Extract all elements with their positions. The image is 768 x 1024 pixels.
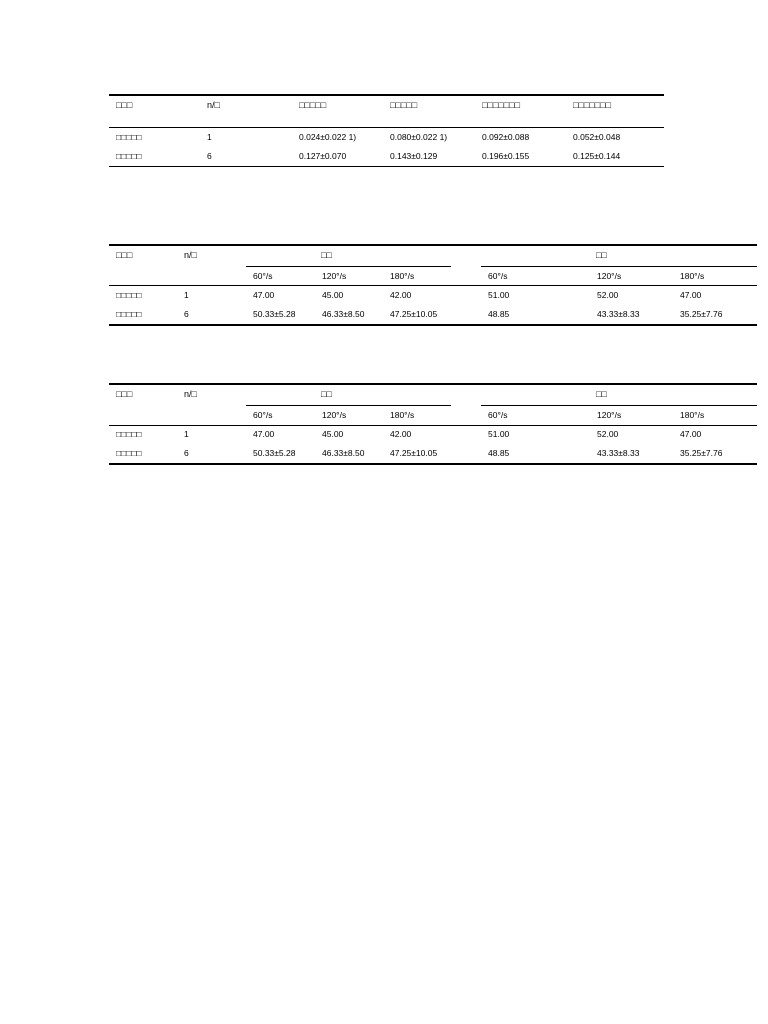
- table-2-header-left-span: □□: [321, 250, 332, 260]
- table-3-subheader-5: 120°/s: [597, 410, 622, 420]
- table-2-header-rule: [109, 285, 757, 286]
- table-1-row-1-col4: 0.080±0.022 1): [390, 132, 448, 142]
- table-3-row-2-c2: 46.33±8.50: [322, 448, 365, 458]
- table-2-row-1-c4: 51.00: [488, 290, 510, 300]
- table-3-row-1-c6: 47.00: [680, 429, 702, 439]
- table-2-subheader-2: 120°/s: [322, 271, 347, 281]
- table-2-row-2-n: 6: [184, 309, 189, 319]
- table-3-row-1-n: 1: [184, 429, 189, 439]
- table-3-header-right-span: □□: [596, 389, 607, 399]
- table-3-span-rule-right: [481, 405, 757, 406]
- table-2-header-n: n/□: [184, 250, 197, 260]
- table-2-row-2-c4: 48.85: [488, 309, 510, 319]
- table-3-row-1-c5: 52.00: [597, 429, 619, 439]
- table-3-header-rule: [109, 425, 757, 426]
- table-1-row-2-col5: 0.196±0.155: [482, 151, 530, 161]
- table-3-top-rule: [109, 383, 757, 385]
- table-1-row-2-col6: 0.125±0.144: [573, 151, 621, 161]
- table-3-bottom-rule: [109, 463, 757, 465]
- table-2-span-rule-left: [246, 266, 451, 267]
- table-2-header-group: □□□: [116, 250, 133, 260]
- table-3-header-left-span: □□: [321, 389, 332, 399]
- table-2-row-2-c5: 43.33±8.33: [597, 309, 640, 319]
- table-3-row-1-c3: 42.00: [390, 429, 412, 439]
- table-2-subheader-6: 180°/s: [680, 271, 705, 281]
- table-3-row-1-c1: 47.00: [253, 429, 275, 439]
- table-2-row-2-c1: 50.33±5.28: [253, 309, 296, 319]
- table-2-row-1-c5: 52.00: [597, 290, 619, 300]
- table-2-span-rule-right: [481, 266, 757, 267]
- table-2-top-rule: [109, 244, 757, 246]
- table-3-row-2-c6: 35.25±7.76: [680, 448, 723, 458]
- table-1-header-col5: □□□□□□□: [482, 100, 521, 110]
- table-3-subheader-4: 60°/s: [488, 410, 508, 420]
- table-2-row-1-c3: 42.00: [390, 290, 412, 300]
- table-2-subheader-5: 120°/s: [597, 271, 622, 281]
- table-3-header-group: □□□: [116, 389, 133, 399]
- table-1-header-n: n/□: [207, 100, 220, 110]
- table-3-span-rule-left: [246, 405, 451, 406]
- table-1-header-col6: □□□□□□□: [573, 100, 612, 110]
- table-2-row-2-c3: 47.25±10.05: [390, 309, 438, 319]
- table-3-header-n: n/□: [184, 389, 197, 399]
- table-2-row-1-c1: 47.00: [253, 290, 275, 300]
- table-2-row-1-n: 1: [184, 290, 189, 300]
- table-3-row-2-c1: 50.33±5.28: [253, 448, 296, 458]
- table-3-row-2-c4: 48.85: [488, 448, 510, 458]
- table-3-row-2-c5: 43.33±8.33: [597, 448, 640, 458]
- table-1-header-group: □□□: [116, 100, 133, 110]
- table-2-bottom-rule: [109, 324, 757, 326]
- table-3-row-2-group: □□□□□: [116, 448, 142, 458]
- table-3-subheader-3: 180°/s: [390, 410, 415, 420]
- table-3-row-1-c4: 51.00: [488, 429, 510, 439]
- table-3-row-2-c3: 47.25±10.05: [390, 448, 438, 458]
- table-1-header-col3: □□□□□: [299, 100, 327, 110]
- table-1-row-1-n: 1: [207, 132, 212, 142]
- table-2-row-1-group: □□□□□: [116, 290, 142, 300]
- table-1-header-rule: [109, 127, 664, 128]
- table-1-row-2-n: 6: [207, 151, 212, 161]
- table-1-row-1-col6: 0.052±0.048: [573, 132, 621, 142]
- table-1-row-1-group: □□□□□: [116, 132, 142, 142]
- table-2-subheader-1: 60°/s: [253, 271, 273, 281]
- table-3-row-1-group: □□□□□: [116, 429, 142, 439]
- table-1-bottom-rule: [109, 166, 664, 167]
- table-3-row-2-n: 6: [184, 448, 189, 458]
- table-2-subheader-4: 60°/s: [488, 271, 508, 281]
- table-3-subheader-6: 180°/s: [680, 410, 705, 420]
- table-3-subheader-1: 60°/s: [253, 410, 273, 420]
- table-3-subheader-2: 120°/s: [322, 410, 347, 420]
- table-1-header-col4: □□□□□: [390, 100, 418, 110]
- table-1-row-2-col4: 0.143±0.129: [390, 151, 438, 161]
- table-2-row-2-c2: 46.33±8.50: [322, 309, 365, 319]
- table-1-row-2-col3: 0.127±0.070: [299, 151, 347, 161]
- table-2-header-right-span: □□: [596, 250, 607, 260]
- table-2-row-2-group: □□□□□: [116, 309, 142, 319]
- table-2-subheader-3: 180°/s: [390, 271, 415, 281]
- table-2-row-2-c6: 35.25±7.76: [680, 309, 723, 319]
- table-1-row-1-col5: 0.092±0.088: [482, 132, 530, 142]
- table-1-row-1-col3: 0.024±0.022 1): [299, 132, 357, 142]
- table-2-row-1-c2: 45.00: [322, 290, 344, 300]
- table-1-row-2-group: □□□□□: [116, 151, 142, 161]
- table-2-row-1-c6: 47.00: [680, 290, 702, 300]
- table-1-top-rule: [109, 94, 664, 96]
- table-3-row-1-c2: 45.00: [322, 429, 344, 439]
